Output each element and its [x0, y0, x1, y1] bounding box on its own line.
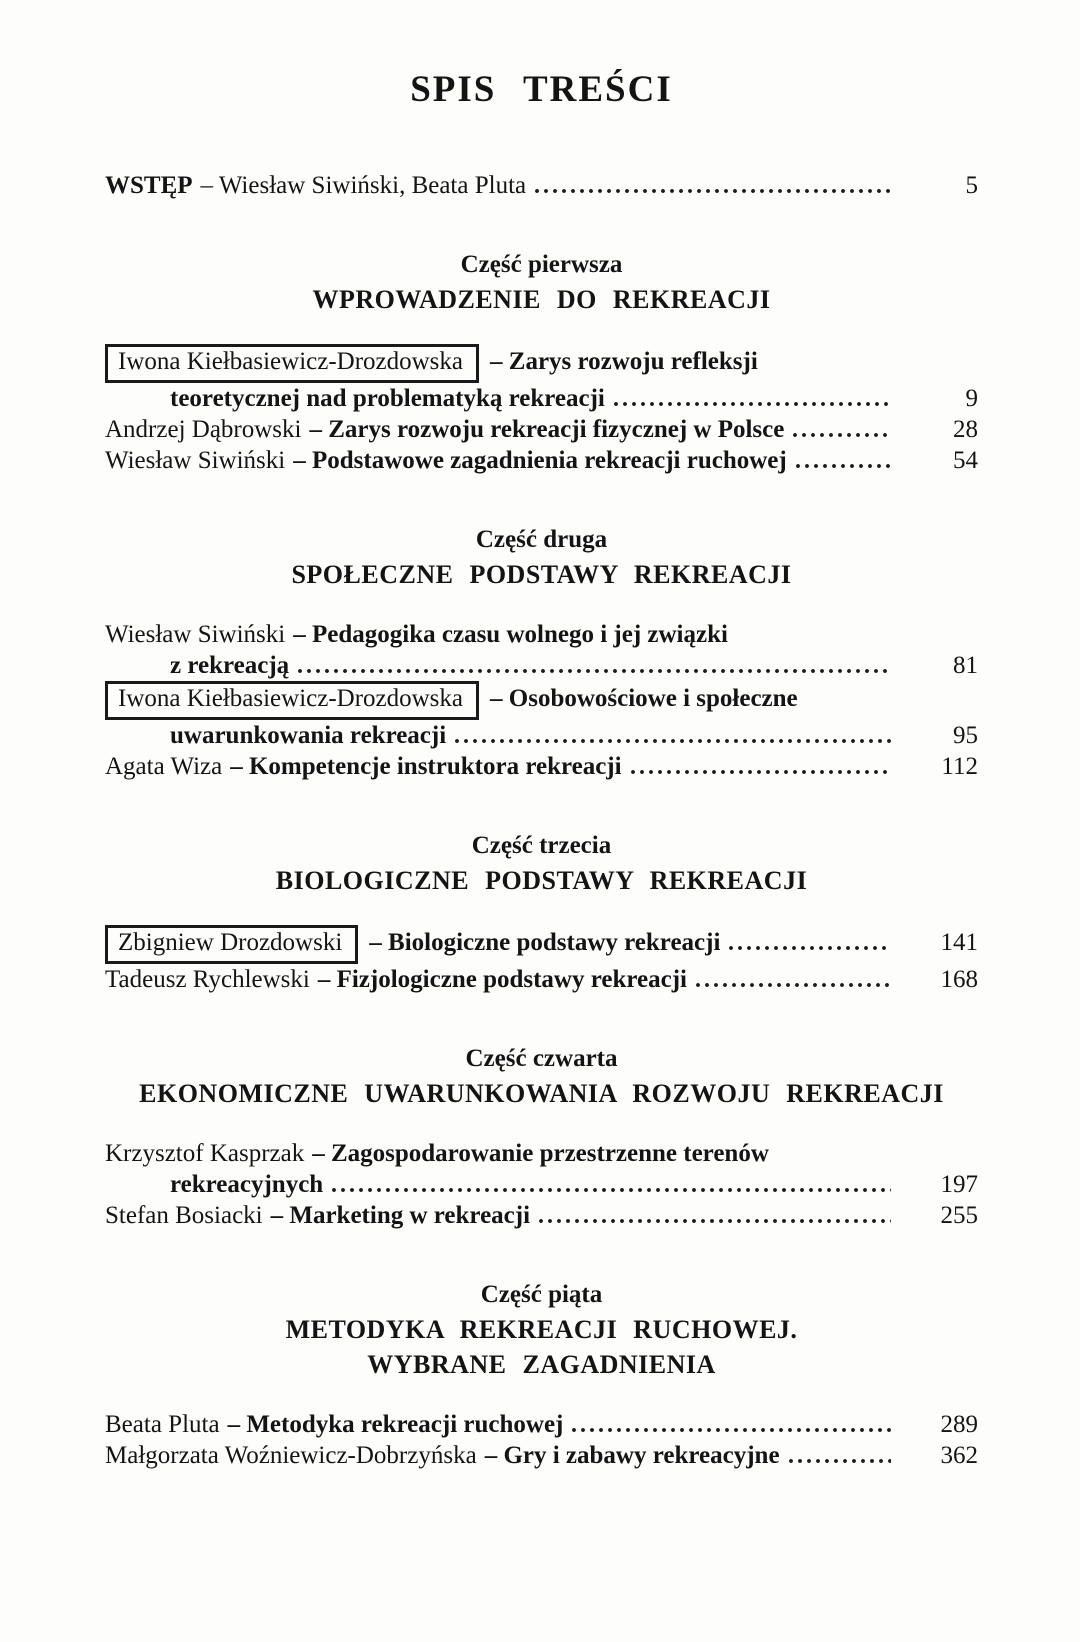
preface-label: WSTĘP [105, 172, 193, 199]
toc-entry [105, 619, 978, 681]
dot-leader [539, 1219, 891, 1223]
part-label: Część pierwsza [460, 251, 623, 278]
dot-leader [614, 402, 891, 406]
part-heading: BIOLOGICZNE PODSTAWY REKREACJI [275, 866, 808, 895]
entry-author: Wiesław Siwiński [105, 447, 286, 474]
entry-title: – Zarys rozwoju rekreacji fizycznej w Polsce [309, 416, 785, 443]
part-label: Część trzecia [471, 832, 612, 859]
entry-title: – Podstawowe zagadnienia rekreacji ruchowej [293, 447, 787, 474]
entry-title: – Zagospodarowanie przestrzenne terenów [312, 1140, 769, 1167]
dot-leader [572, 1428, 891, 1432]
toc-part-4 [105, 1041, 978, 1231]
entry-page-number: 81 [953, 652, 978, 679]
toc-entry [105, 1440, 978, 1471]
entry-author: Wiesław Siwiński [105, 621, 286, 648]
page-title: SPIS TREŚCI [410, 69, 673, 110]
dot-leader [298, 669, 891, 673]
entry-author: Stefan Bosiacki [105, 1202, 263, 1229]
dot-leader [631, 770, 891, 774]
toc-entry [105, 681, 978, 751]
dot-leader [793, 433, 891, 437]
toc-entry [105, 1200, 978, 1231]
part-heading-line2: WYBRANE ZAGADNIENIA [367, 1350, 716, 1379]
entry-title: – Biologiczne podstawy rekreacji [369, 929, 721, 956]
toc-entry [105, 925, 978, 964]
part-heading: METODYKA REKREACJI RUCHOWEJ. [285, 1315, 798, 1344]
entry-page-number: 54 [953, 447, 978, 474]
toc-entry [105, 964, 978, 995]
entry-page-number: 9 [965, 385, 978, 412]
toc-part-2 [105, 522, 978, 782]
entry-title-continuation: teoretycznej nad problematyką rekreacji [170, 385, 605, 412]
entry-author: Agata Wiza [105, 753, 223, 780]
toc-entry [105, 751, 978, 782]
entry-title: – Kompetencje instruktora rekreacji [230, 753, 622, 780]
entry-title-continuation: rekreacyjnych [170, 1171, 324, 1198]
dot-leader [796, 464, 891, 468]
preface-authors: – Wiesław Siwiński, Beata Pluta [200, 172, 527, 199]
part-label: Część piąta [480, 1281, 603, 1308]
part-label: Część druga [475, 526, 608, 553]
entry-author: Beata Pluta [105, 1411, 220, 1438]
preface-entry [105, 170, 978, 201]
entry-page-number: 28 [953, 416, 978, 443]
dot-leader [332, 1188, 891, 1192]
boxed-author: Iwona Kiełbasiewicz-Drozdowska [105, 344, 479, 383]
entry-page-number: 141 [940, 929, 978, 956]
dot-leader [789, 1459, 891, 1463]
entry-title: – Metodyka rekreacji ruchowej [227, 1411, 564, 1438]
entry-page-number: 95 [953, 722, 978, 749]
dot-leader [535, 189, 891, 193]
part-heading: WPROWADZENIE DO REKREACJI [312, 285, 771, 314]
part-heading: SPOŁECZNE PODSTAWY REKREACJI [291, 560, 792, 589]
entry-author: Tadeusz Rychlewski [105, 966, 310, 993]
entry-author: Krzysztof Kasprzak [105, 1140, 305, 1167]
entry-title: – Marketing w rekreacji [270, 1202, 531, 1229]
toc-entry [105, 1409, 978, 1440]
table-of-contents-page [105, 0, 978, 1471]
toc-part-3 [105, 828, 978, 995]
entry-page-number: 362 [940, 1442, 978, 1469]
entry-title: – Fizjologiczne podstawy rekreacji [317, 966, 687, 993]
entry-page-number: 289 [940, 1411, 978, 1438]
entry-title: – Gry i zabawy rekreacyjne [484, 1442, 780, 1469]
dot-leader [455, 739, 891, 743]
dot-leader [729, 946, 891, 950]
entry-author: Andrzej Dąbrowski [105, 416, 302, 443]
entry-page-number: 168 [940, 966, 978, 993]
entry-title: – Pedagogika czasu wolnego i jej związki [293, 621, 728, 648]
entry-author: Małgorzata Woźniewicz-Dobrzyńska [105, 1442, 477, 1469]
entry-title-continuation: uwarunkowania rekreacji [170, 722, 447, 749]
toc-entry [105, 414, 978, 445]
dot-leader [696, 983, 891, 987]
part-label: Część czwarta [465, 1045, 618, 1072]
toc-entry [105, 445, 978, 476]
part-heading: EKONOMICZNE UWARUNKOWANIA ROZWOJU REKREACJI [139, 1079, 944, 1108]
entry-title: – Osobowościowe i społeczne [490, 685, 798, 712]
toc-entry [105, 1138, 978, 1200]
entry-page-number: 5 [965, 172, 978, 199]
entry-page-number: 255 [940, 1202, 978, 1229]
toc-entry [105, 344, 978, 414]
toc-part-1 [105, 247, 978, 476]
boxed-author: Zbigniew Drozdowski [105, 925, 358, 964]
entry-page-number: 112 [941, 753, 978, 780]
boxed-author: Iwona Kiełbasiewicz-Drozdowska [105, 681, 479, 720]
entry-title-continuation: z rekreacją [170, 652, 290, 679]
entry-page-number: 197 [940, 1171, 978, 1198]
toc-part-5 [105, 1277, 978, 1471]
entry-title: – Zarys rozwoju refleksji [490, 348, 758, 375]
